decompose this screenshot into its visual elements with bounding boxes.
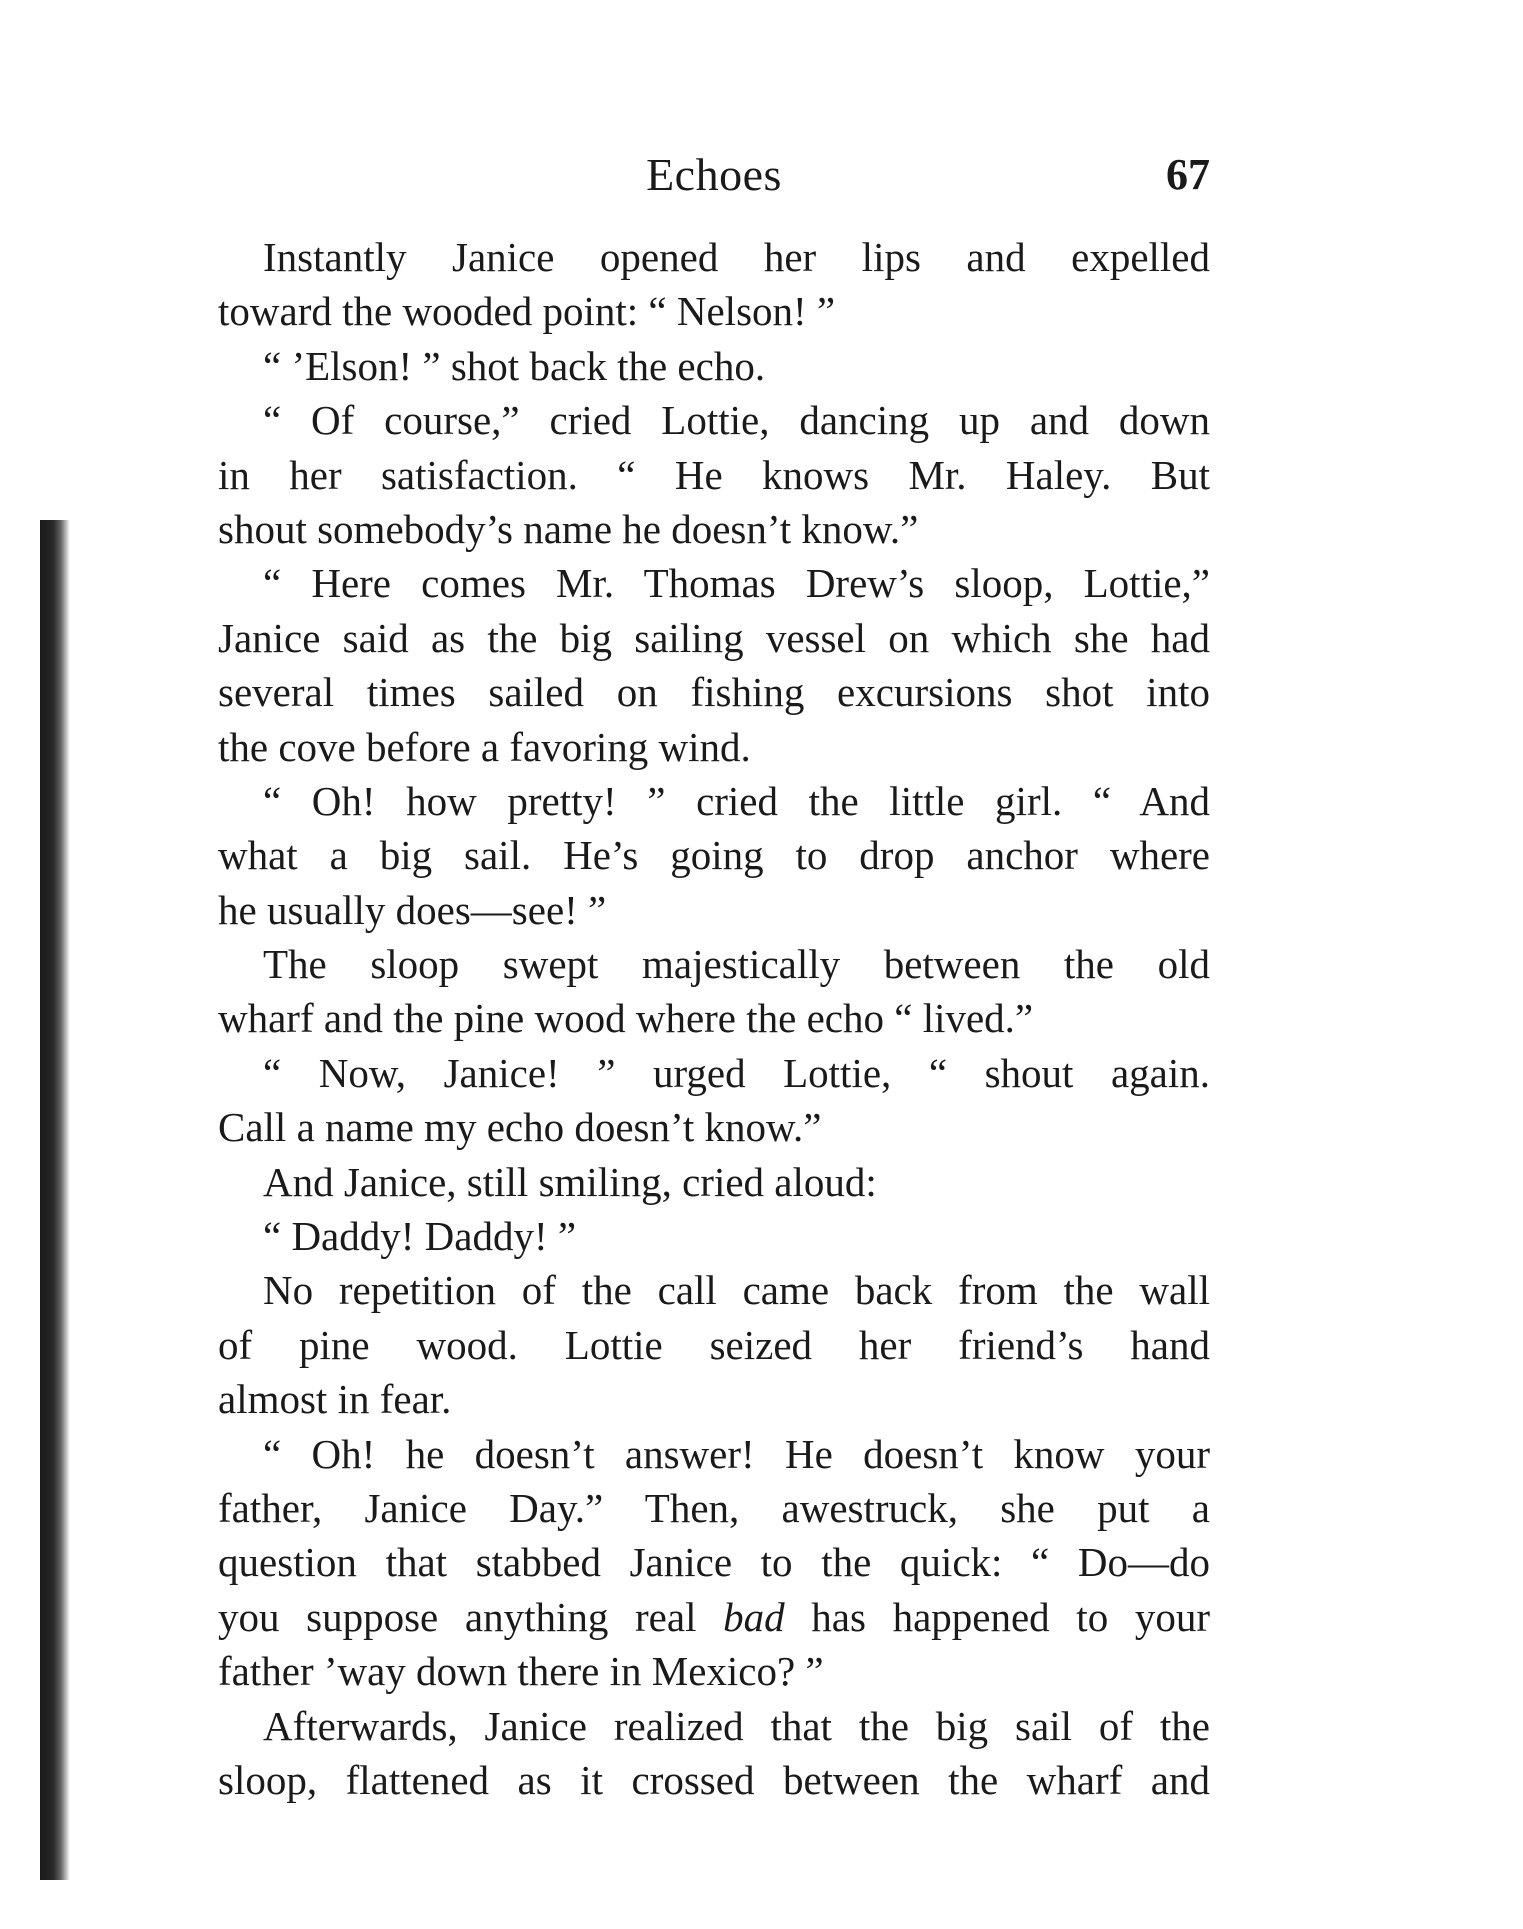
text-line: Instantly Janice opened her lips and expelled [263,234,1210,280]
page-number: 67 [1166,150,1210,199]
text-line: what a big sail. He’s going to drop anchor where [218,832,1210,879]
text-line: sloop, flattened as it crossed between the wharf and [218,1756,1210,1803]
text-line: Afterwards, Janice realized that the big sail of the [263,1702,1210,1749]
text-segment: has happened to your [784,1593,1211,1640]
text-line: And Janice, still smiling, cried aloud: [263,1158,877,1205]
text-line: “ Oh! he doesn’t answer! He doesn’t know your [263,1430,1210,1477]
body-text [218,230,1210,1807]
chapter-title: Echoes [646,149,782,200]
running-head [218,145,1210,205]
text-line: question that stabbed Janice to the quick: “ Do—do [218,1539,1210,1586]
text-line: several times sailed on fishing excursions shot into [218,669,1210,716]
text-line: father, Janice Day.” Then, awestruck, she put a [218,1484,1210,1531]
text-line: “ Of course,” cried Lottie, dancing up and down [263,397,1210,444]
text-line: he usually does—see! ” [218,886,607,933]
binding-gutter-shadow [40,520,70,1880]
text-segment: you suppose anything real [218,1593,724,1640]
text-line: “ ’Elson! ” shot back the echo. [263,342,766,389]
text-line: father ’way down there in Mexico? ” [218,1648,824,1695]
text-line: No repetition of the call came back from the wall [263,1267,1210,1314]
text-line: almost in fear. [218,1376,452,1423]
text-line [218,1590,1210,1644]
text-line: shout somebody’s name he doesn’t know.” [218,505,919,552]
text-line: the cove before a favoring wind. [218,723,751,770]
text-line: “ Here comes Mr. Thomas Drew’s sloop, Lottie,” [263,560,1210,607]
text-line: “ Daddy! Daddy! ” [263,1213,577,1260]
text-line: Janice said as the big sailing vessel on which she had [218,614,1210,661]
text-line: toward the wooded point: “ Nelson! ” [218,288,836,335]
text-line: The sloop swept majestically between the old [263,941,1210,988]
text-line: Call a name my echo doesn’t know.” [218,1104,822,1151]
text-line: in her satisfaction. “ He knows Mr. Haley. But [218,451,1210,498]
text-line: “ Now, Janice! ” urged Lottie, “ shout again. [263,1049,1210,1096]
text-line: of pine wood. Lottie seized her friend’s hand [218,1321,1210,1368]
text-line: wharf and the pine wood where the echo “ lived.” [218,995,1034,1042]
italic-word: bad [723,1593,785,1640]
text-line: “ Oh! how pretty! ” cried the little girl. “ And [263,777,1210,824]
